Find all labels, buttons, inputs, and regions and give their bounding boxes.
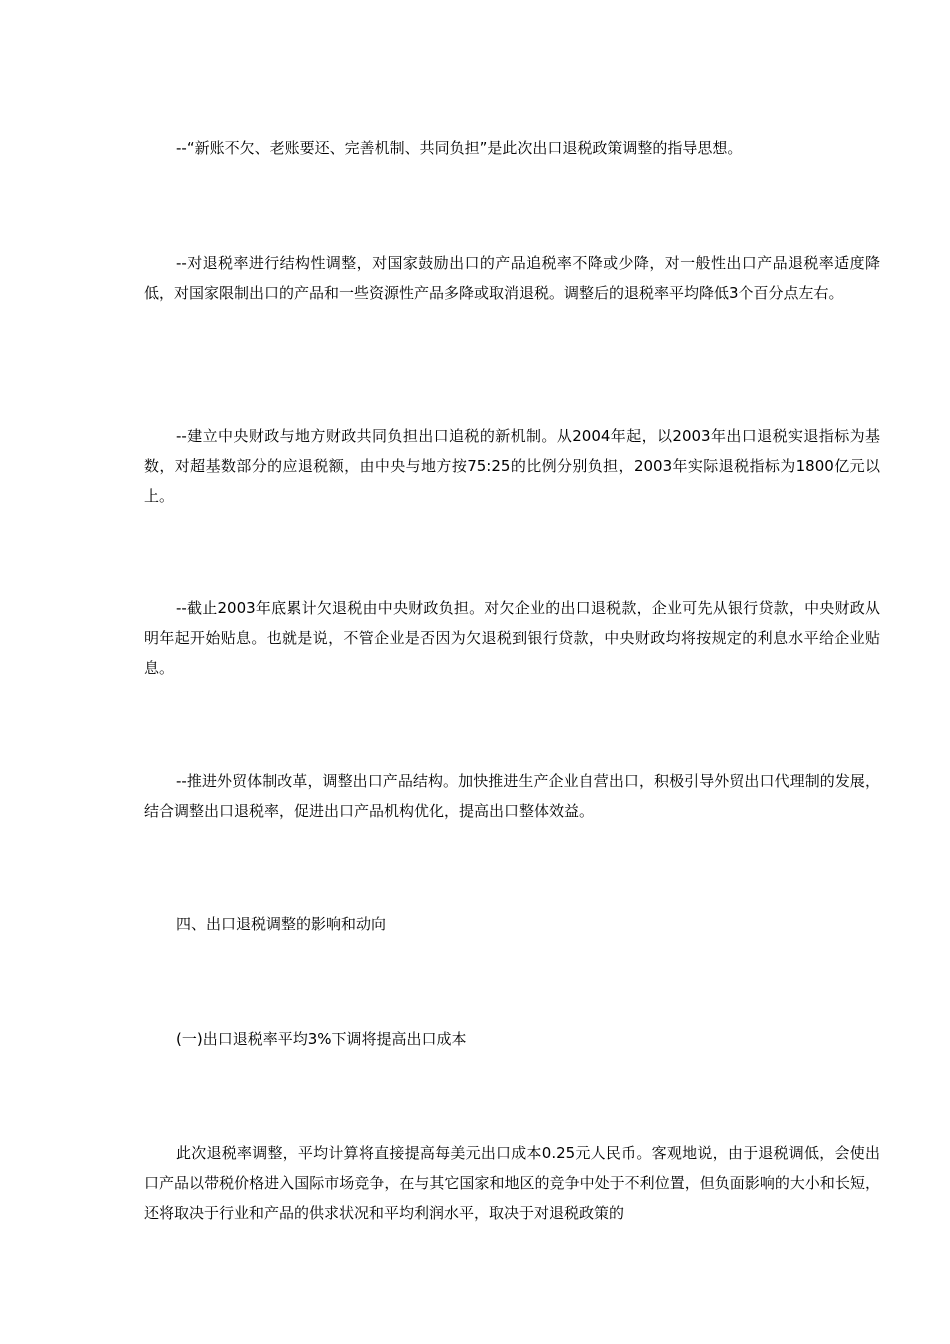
subsection-heading: (一)出口退税率平均3%下调将提高出口成本 [176, 1030, 467, 1048]
paragraph-cost-impact: 此次退税率调整，平均计算将直接提高每美元出口成本0.25元人民币。客观地说，由于退税调低，会使出口产品以带税价格进入国际市场竞争，在与其它国家和地区的竞争中处于不利位置，但负面影响的大小和长短，还将取决于行业和产品的供求状况和平均利润水平，取决于对退税政策的 [144, 1144, 880, 1222]
paragraph-new-mechanism: --建立中央财政与地方财政共同负担出口追税的新机制。从2004年起，以2003年出口退税实退指标为基数，对超基数部分的应退税额，由中央与地方按75:25的比例分别负担，2003年实际退税指标为1800亿元以上。 [144, 427, 880, 505]
paragraph-arrears: --截止2003年底累计欠退税由中央财政负担。对欠企业的出口退税款，企业可先从银行贷款，中央财政从明年起开始贴息。也就是说，不管企业是否因为欠退税到银行贷款，中央财政均将按规定的利息水平给企业贴息。 [144, 599, 880, 677]
section-heading: 四、出口退税调整的影响和动向 [176, 915, 387, 933]
paragraph-guiding-principle: --“新账不欠、老账要还、完善机制、共同负担”是此次出口退税政策调整的指导思想。 [176, 139, 743, 157]
paragraph-trade-reform: --推进外贸体制改革，调整出口产品结构。加快推进生产企业自营出口，积极引导外贸出口代理制的发展，结合调整出口退税率，促进出口产品机构优化，提高出口整体效益。 [144, 772, 880, 820]
paragraph-structural-adjustment: --对退税率进行结构性调整，对国家鼓励出口的产品追税率不降或少降，对一般性出口产品退税率适度降低，对国家限制出口的产品和一些资源性产品多降或取消退税。调整后的退税率平均降低3个百分点左右。 [144, 254, 880, 302]
